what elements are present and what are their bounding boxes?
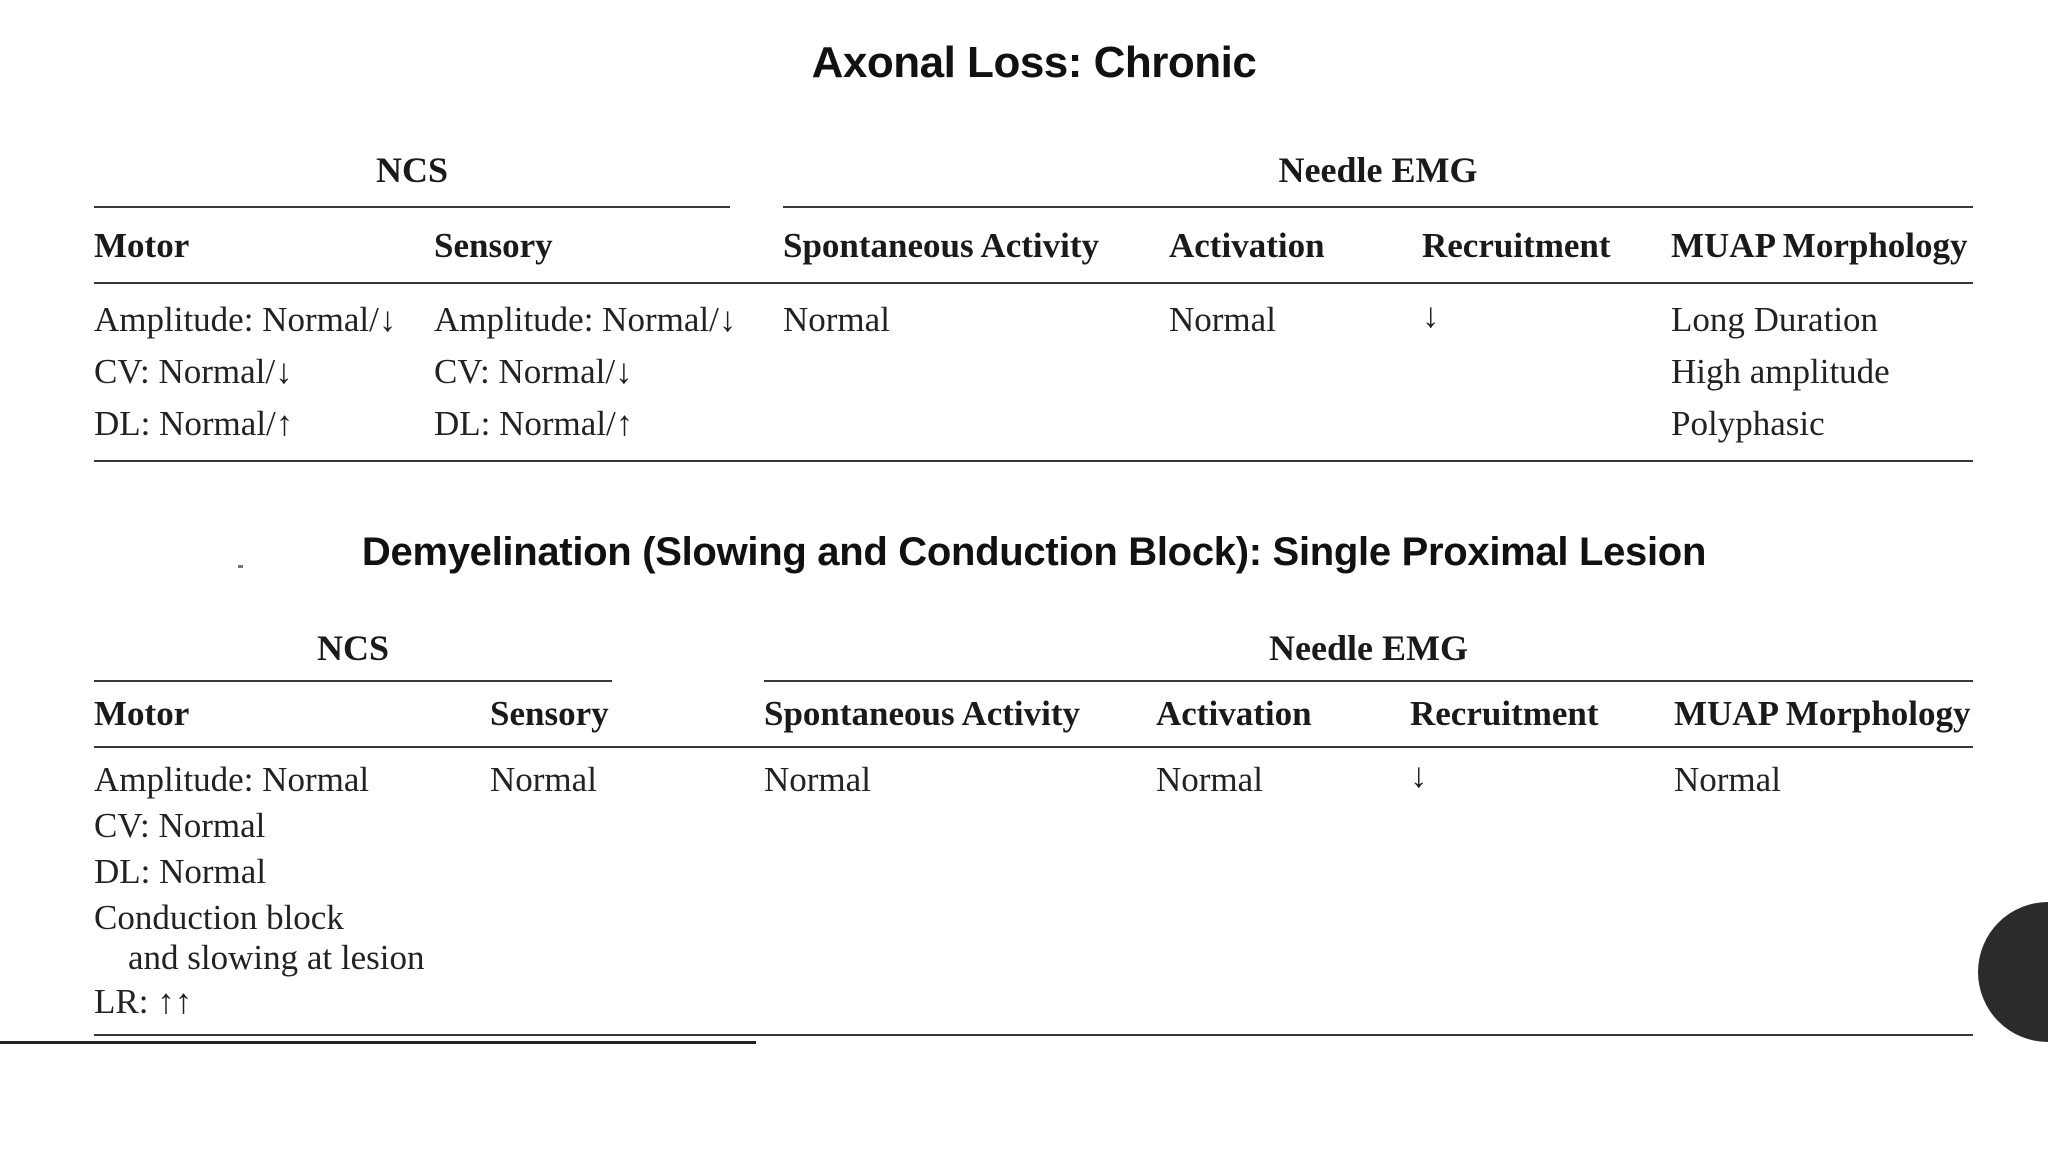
table1-recruitment-value: ↓ — [1422, 296, 1440, 335]
table2-header-recruitment: Recruitment — [1410, 694, 1599, 733]
table1-ncs-group-label: NCS — [375, 150, 449, 190]
table2-header-activation: Activation — [1156, 694, 1312, 733]
footer-rule — [0, 1041, 756, 1044]
table2-motor-line-2: CV: Normal — [94, 806, 266, 845]
table2-emg-group-rule — [764, 680, 1973, 682]
table1-sensory-line-2: CV: Normal/↓ — [434, 352, 633, 391]
table1-emg-group-rule — [783, 206, 1973, 208]
table1-activation-value: Normal — [1169, 300, 1276, 339]
table2-recruitment-value: ↓ — [1410, 756, 1428, 795]
table1-spontaneous-value: Normal — [783, 300, 890, 339]
table2-sensory-value: Normal — [490, 760, 597, 799]
table1-header-recruitment: Recruitment — [1422, 226, 1611, 265]
table2-ncs-group-rule — [94, 680, 612, 682]
table1-muap-line-2: High amplitude — [1671, 352, 1890, 391]
table2-emg-group-label: Needle EMG — [1269, 628, 1468, 668]
table1-header-motor: Motor — [94, 226, 190, 265]
table2-header-sensory: Sensory — [490, 694, 609, 733]
table1-motor-line-1: Amplitude: Normal/↓ — [94, 300, 397, 339]
table1-muap-line-1: Long Duration — [1671, 300, 1879, 339]
table1-sensory-line-3: DL: Normal/↑ — [434, 404, 634, 443]
table2-spontaneous-value: Normal — [764, 760, 871, 799]
table2-header-motor: Motor — [94, 694, 190, 733]
table2-motor-line-1: Amplitude: Normal — [94, 760, 370, 799]
table2-activation-value: Normal — [1156, 760, 1263, 799]
table2-muap-value: Normal — [1674, 760, 1781, 799]
table2-ncs-group-label: NCS — [316, 628, 390, 668]
table2-motor-line-6: LR: ↑↑ — [94, 982, 193, 1021]
table1-motor-line-3: DL: Normal/↑ — [94, 404, 294, 443]
dark-circle-shape — [1978, 902, 2048, 1042]
table1-sensory-line-1: Amplitude: Normal/↓ — [434, 300, 737, 339]
table1-emg-group-label: Needle EMG — [1278, 150, 1478, 190]
table2-bottom-rule — [94, 1034, 1973, 1036]
table2-header-spontaneous-activity: Spontaneous Activity — [764, 694, 1081, 733]
table2-title: Demyelination (Slowing and Conduction Block): Single Proximal Lesion — [361, 530, 1707, 574]
table2-header-rule — [94, 746, 1973, 748]
table1-ncs-group-rule — [94, 206, 730, 208]
table1-header-spontaneous-activity: Spontaneous Activity — [783, 226, 1100, 265]
table2-motor-line-5: and slowing at lesion — [128, 938, 425, 977]
table1-muap-line-3: Polyphasic — [1671, 404, 1825, 443]
table1-header-activation: Activation — [1169, 226, 1325, 265]
table1-title: Axonal Loss: Chronic — [811, 38, 1257, 87]
table1-motor-line-2: CV: Normal/↓ — [94, 352, 293, 391]
table1-header-sensory: Sensory — [434, 226, 553, 265]
table2-motor-line-3: DL: Normal — [94, 852, 267, 891]
table1-header-muap-morphology: MUAP Morphology — [1671, 226, 1968, 265]
table2-header-muap-morphology: MUAP Morphology — [1674, 694, 1971, 733]
table1-header-rule — [94, 282, 1973, 284]
table1-bottom-rule — [94, 460, 1973, 462]
table2-motor-line-4: Conduction block — [94, 898, 344, 937]
